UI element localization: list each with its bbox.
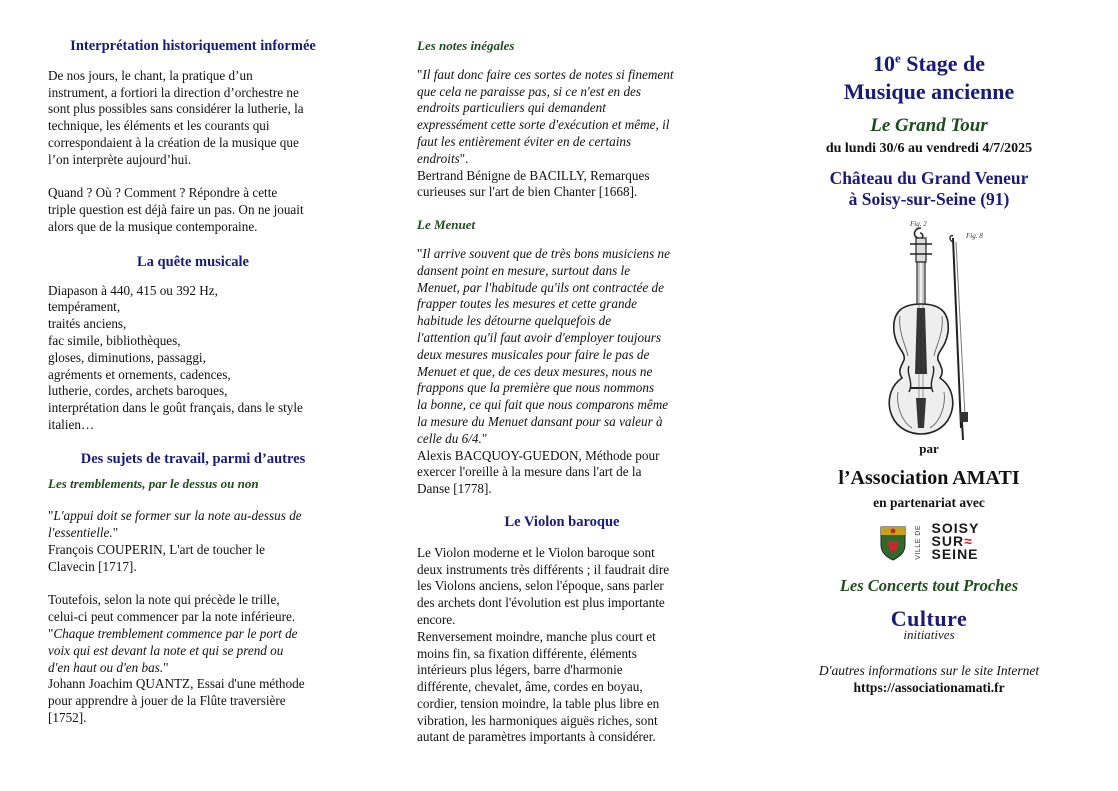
venue: Château du Grand Veneur à Soisy-sur-Seine (91) (829, 167, 1029, 209)
quand-paragraph: Quand ? Où ? Comment ? Répondre à cette triple question est déjà faire un pas. On ne jouait alors que de la musique contemporaine. (48, 185, 304, 234)
wave-icon: ≈ (964, 533, 973, 550)
ville-de-label: VILLE DE (914, 524, 922, 560)
bacilly-quote: "Il faut donc faire ces sortes de notes si finement que cela ne paraisse pas, si ce n'est en des endroits particuliers qui demandent expressément cette sorte d'exécution et même, il faut les entièrement éviter en de certains endroits". Bertrand Bénigne de BACILLY, Remarques curieuses sur l'art de bien Chanter [1668]. (417, 66, 674, 200)
heading-quete: La quête musicale (137, 253, 249, 270)
bacquoy-quote: "Il arrive souvent que de très bons musiciens ne dansent point en mesure, surtout dans le Menuet, par l'habitude qu'ils ont contractée de frapper toutes les mesures et cette grande habitude les détourne quelquefois de l'attention qu'il faut avoir d'employer toujours deux mesures musicales pour faire le pas de Menuet et que, de ces deux mesures, nous ne frappons que la première que nous nommons la bonne, ce qui fait que nous comparons même la mesure du Menuet dansant pour sa valeur à celle du 6/4." Alexis BACQUOY-GUEDON, Méthode pour exercer l'oreille à la mesure dans l'art de la Danse [1778]. (417, 245, 670, 497)
intro-paragraph: De nos jours, le chant, la pratique d’un instrument, a fortiori la direction d’orchestre ne sont plus possibles sans considérer la lutherie, la technique, les éléments et les courants qui correspondaient à la création de la musique que l’on interprète aujourd’hui. (48, 67, 304, 167)
couperin-quote: "L'appui doit se former sur la note au-dessus de l'essentielle." François COUPERIN, L'art de toucher le Clavecin [1717]. (48, 508, 302, 574)
coat-of-arms-icon (879, 523, 907, 561)
website-url[interactable]: https://associationamati.fr (853, 679, 1005, 695)
heading-notes-inegales: Les notes inégales (417, 38, 515, 53)
association-name: l’Association AMATI (838, 467, 1020, 490)
fig-label-violin: Fig. 2 (910, 219, 927, 228)
quete-list: Diapason à 440, 415 ou 392 Hz, tempérament, traités anciens, fac simile, bibliothèques, gloses, diminutions, passaggi, agréments et ornements, cadences, lutherie, cordes, archets baroques, interprétation dans le goût français, dans le style italien… (48, 282, 303, 432)
column-right (790, 50, 1068, 696)
par-label: par (919, 440, 939, 456)
heading-interpretation: Interprétation historiquement informée (70, 38, 316, 54)
initiatives-wordmark: initiatives (903, 626, 955, 642)
quantz-paragraph: Toutefois, selon la note qui précède le trille, celui-ci peut commencer par la note inférieure. "Chaque tremblement commence par le port de voix qui est devant la note et qui se prend ou d'en haut ou d'en bas." Johann Joachim QUANTZ, Essai d'une méthode pour apprendre à jouer de la Flûte traversière [1752]. (48, 592, 305, 725)
violin-engraving (790, 216, 1068, 446)
concerts-label: Les Concerts tout Proches (839, 575, 1019, 595)
violon-paragraph: Le Violon moderne et le Violon baroque sont deux instruments très différents ; il faudrait dire les Violons anciens, selon l'époque, sans parler des archets dont l'évolution est plus importante encore. Renversement moindre, manche plus court et moins fin, sa fixation différente, éléments intérieurs plus légers, barre d'harmonie différente, chevalet, âme, cordes en boyau, cordier, tension moindre, la table plus libre en vibration, les harmoniques aiguës riches, sont autant de paramètres importants à considérer. (417, 544, 670, 745)
heading-violon-baroque: Le Violon baroque (504, 513, 620, 530)
culture-wordmark: Culture (890, 605, 968, 631)
heading-sujets: Des sujets de travail, parmi d’autres (80, 450, 306, 467)
dates: du lundi 30/6 au vendredi 4/7/2025 (825, 140, 1033, 156)
heading-tremblements: Les tremblements, par le dessus ou non (48, 475, 259, 491)
soisy-wordmark: SOISY SUR≈ SEINE (931, 520, 980, 563)
stage-title: 10e Stage de Musique ancienne (843, 50, 1015, 104)
column-middle (417, 38, 707, 746)
heading-menuet: Le Menuet (417, 217, 476, 233)
partner-label: en partenariat avec (873, 495, 985, 511)
fig-label-bow: Fig. 8 (966, 231, 983, 240)
culture-initiatives-logo (790, 605, 1068, 642)
subtitle-grand-tour: Le Grand Tour (870, 115, 988, 136)
more-info-label: D'autres informations sur le site Internet (818, 662, 1040, 678)
column-left (48, 38, 338, 727)
violin-illustration (790, 216, 1068, 446)
soisy-logo (790, 520, 1068, 564)
